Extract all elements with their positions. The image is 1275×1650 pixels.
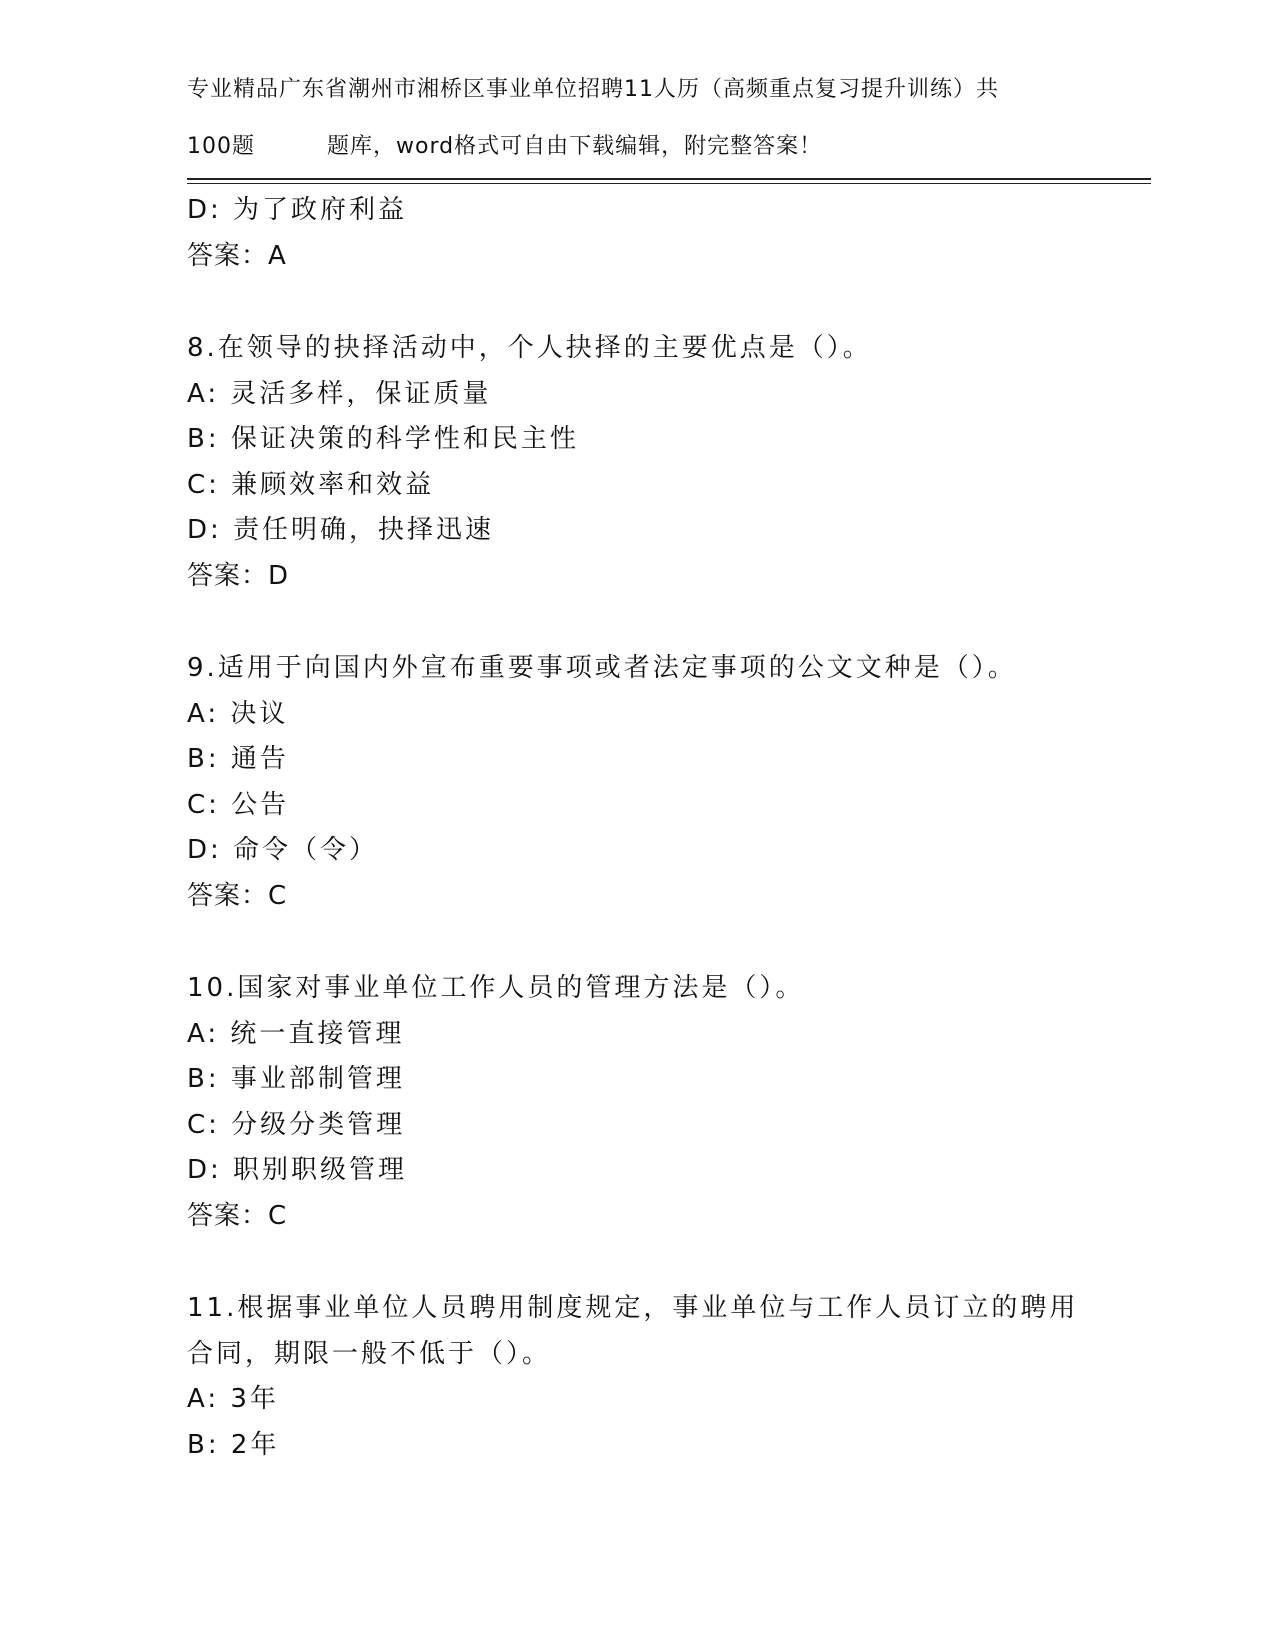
document-header bbox=[187, 74, 1087, 163]
question-line: D: 责任明确，抉择迅速 bbox=[187, 515, 495, 545]
question-line: B: 2年 bbox=[187, 1429, 280, 1460]
question-text: 9.适用于向国内外宣布重要事项或者法定事项的公文文种是（）。 bbox=[187, 653, 1017, 683]
header-divider-thin bbox=[187, 183, 1151, 184]
question-text: 11.根据事业单位人员聘用制度规定，事业单位与工作人员订立的聘用 bbox=[187, 1293, 1079, 1323]
question-block bbox=[187, 1286, 1087, 1468]
header-title-line-2 bbox=[187, 106, 1087, 163]
question-block bbox=[187, 326, 1087, 599]
answer-line: 答案：C bbox=[187, 1200, 288, 1231]
question-line: B: 通告 bbox=[187, 744, 289, 774]
question-text: 10.国家对事业单位工作人员的管理方法是（）。 bbox=[187, 973, 805, 1003]
question-line: D: 命令（令） bbox=[187, 835, 379, 865]
question-line: A: 3年 bbox=[187, 1384, 279, 1414]
question-line: C: 分级分类管理 bbox=[187, 1109, 406, 1140]
question-spacer bbox=[187, 919, 1087, 966]
question-text: 8.在领导的抉择活动中，个人抉择的主要优点是（）。 bbox=[187, 333, 872, 363]
answer-line: 答案：A bbox=[187, 240, 287, 271]
question-spacer bbox=[187, 279, 1087, 326]
question-spacer bbox=[187, 599, 1087, 646]
question-line: 合同，期限一般不低于（）。 bbox=[187, 1338, 552, 1369]
question-line: B: 事业部制管理 bbox=[187, 1064, 405, 1094]
header-description: 题库，word格式可自由下载编辑，附完整答案！ bbox=[327, 134, 823, 159]
question-line: D: 为了政府利益 bbox=[187, 195, 408, 225]
question-block bbox=[187, 188, 1087, 279]
answer-line: 答案：D bbox=[187, 560, 290, 591]
question-line: A: 决议 bbox=[187, 698, 289, 729]
question-line: A: 统一直接管理 bbox=[187, 1018, 405, 1049]
question-line: A: 灵活多样，保证质量 bbox=[187, 378, 492, 409]
question-line: C: 兼顾效率和效益 bbox=[187, 469, 435, 500]
question-list bbox=[187, 188, 1087, 1468]
question-spacer bbox=[187, 1239, 1087, 1286]
answer-line: 答案：C bbox=[187, 880, 288, 911]
header-divider-thick bbox=[187, 178, 1151, 180]
question-line: B: 保证决策的科学性和民主性 bbox=[187, 424, 579, 454]
question-block bbox=[187, 646, 1087, 919]
header-title-line-1: 专业精品广东省潮州市湘桥区事业单位招聘11人历（高频重点复习提升训练）共 bbox=[187, 77, 999, 102]
question-block bbox=[187, 966, 1087, 1239]
question-line: C: 公告 bbox=[187, 789, 290, 820]
question-line: D: 职别职级管理 bbox=[187, 1155, 408, 1185]
header-question-count: 100题 bbox=[187, 134, 255, 159]
